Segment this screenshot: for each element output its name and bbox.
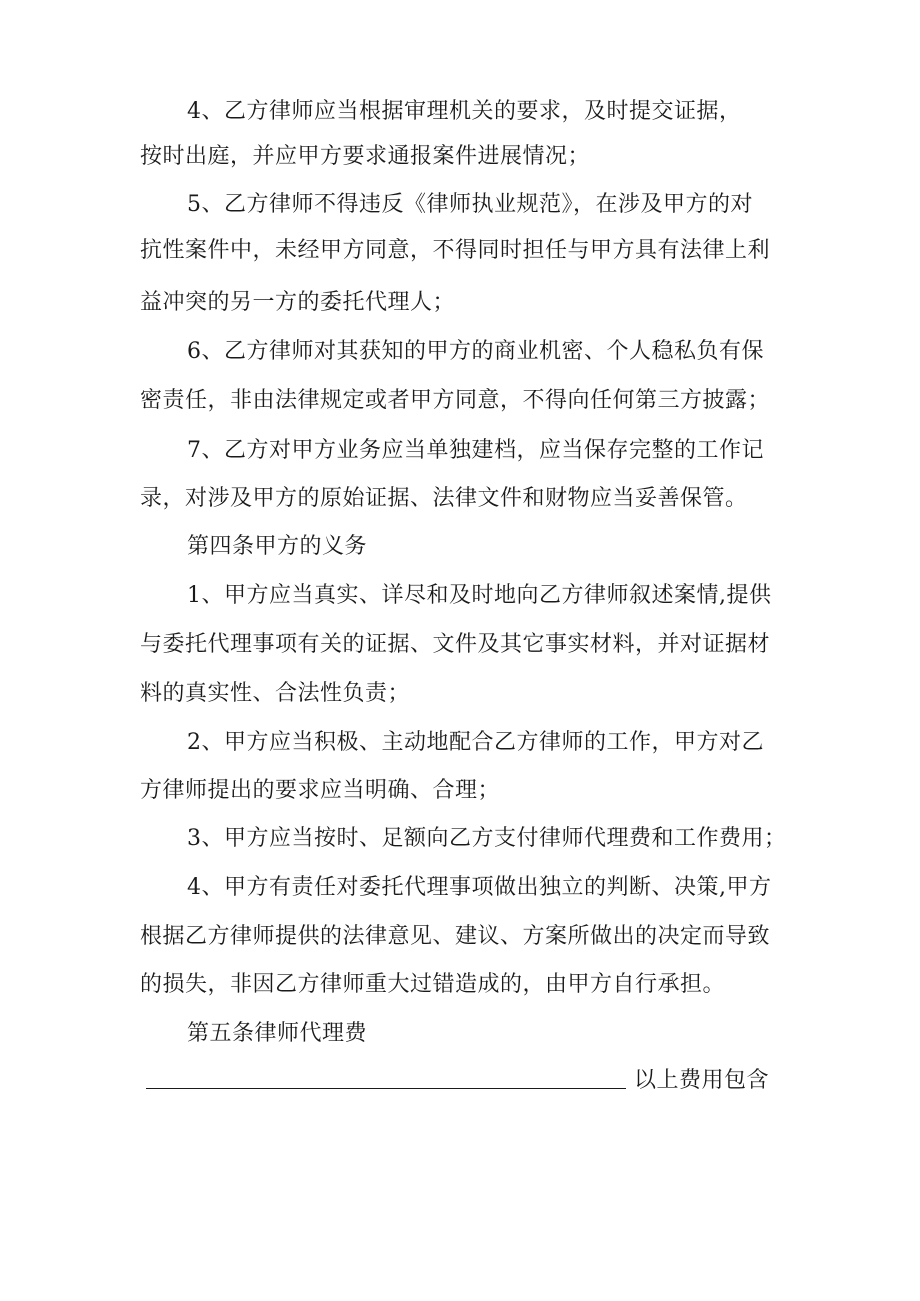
paragraph-line: 与委托代理事项有关的证据、文件及其它事实材料，并对证据材 [140,632,771,657]
paragraph-line: 益冲突的另一方的委托代理人； [140,290,456,315]
paragraph-line: 5、乙方律师不得违反《律师执业规范》，在涉及甲方的对 [187,192,753,217]
section-heading: 第四条甲方的义务 [187,534,368,559]
paragraph-line: 4、乙方律师应当根据审理机关的要求，及时提交证据， [187,99,742,124]
paragraph-line: 录，对涉及甲方的原始证据、法律文件和财物应当妥善保管。 [140,486,748,511]
fee-blank-underline [146,1088,626,1089]
section-heading: 第五条律师代理费 [187,1021,368,1046]
paragraph-line: 的损失，非因乙方律师重大过错造成的，由甲方自行承担。 [140,972,726,997]
paragraph-line: 4、甲方有责任对委托代理事项做出独立的判断、决策,甲方 [187,875,772,900]
paragraph-line: 3、甲方应当按时、足额向乙方支付律师代理费和工作费用； [187,826,787,851]
paragraph-line: 6、乙方律师对其获知的甲方的商业机密、个人稳私负有保 [187,339,764,364]
paragraph-line: 料的真实性、合法性负责； [140,681,411,706]
paragraph-line: 按时出庭，并应甲方要求通报案件进展情况； [140,144,591,169]
paragraph-line: 7、乙方对甲方业务应当单独建档，应当保存完整的工作记 [187,438,764,463]
paragraph-line: 根据乙方律师提供的法律意见、建议、方案所做出的决定而导致 [140,924,771,949]
fee-line-text: 以上费用包含 [634,1068,770,1093]
paragraph-line: 抗性案件中，未经甲方同意，不得同时担任与甲方具有法律上利 [140,238,771,263]
paragraph-line: 密责任，非由法律规定或者甲方同意，不得向任何第三方披露； [140,388,771,413]
paragraph-line: 1、甲方应当真实、详尽和及时地向乙方律师叙述案情,提供 [187,583,772,608]
paragraph-line: 方律师提出的要求应当明确、合理； [140,778,501,803]
paragraph-line: 2、甲方应当积极、主动地配合乙方律师的工作，甲方对乙 [187,730,764,755]
